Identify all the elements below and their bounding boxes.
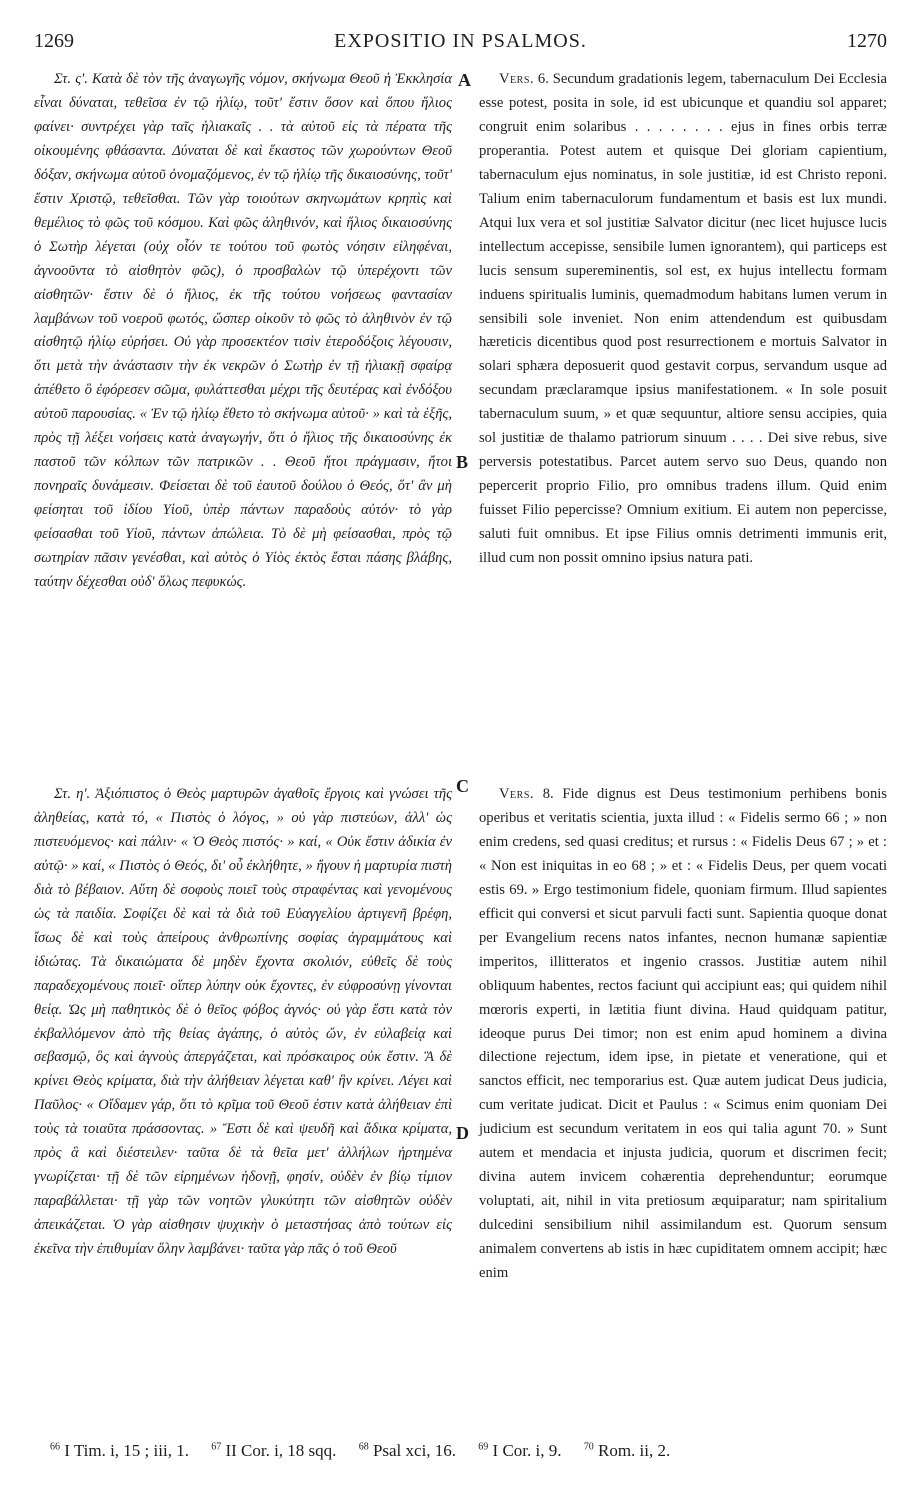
footnote-text: I Cor. i, 9. bbox=[492, 1441, 562, 1460]
greek-verse-6-section bbox=[34, 68, 452, 595]
latin-verse-6-paragraph bbox=[479, 68, 887, 571]
footnote bbox=[359, 1441, 456, 1460]
margin-marker-c: C bbox=[456, 776, 469, 796]
latin-verse-8-text: 8. Fide dignus est Deus testimonium perhibens bonis operibus et veritatis scientia, juxta illud : « Fidelis sermo 66 ; » non enim credens, sed quasi creditus; et rursus : « Fidelis Deus 67 ; » et : « Non est iniquitas in eo 68 ; » et : « Fidelis Deus, per quem vocati estis 69. » Ergo testimonium fidele, quoniam firmum. Illud sapientes efficit qui conversi et sicut parvuli facti sunt. Sapientia quoque donat per Evangelium recens natos infantes, necnon humanæ sapientiæ imperitos, illitteratos et ingenio crassos. Justitiæ autem nihil obliquum habentes, rectos faciunt qui accipiunt eas; qui quidem nihil mœroris experti, in lætitia fiunt divina. Haud quidquam patitur, ideoque purus Dei timor; non est enim apud hominem a divina dilectione rejectum, idem ipse, in pietate et veneratione, qui et sanctos efficit, nec temporarius est. Quæ autem judicat Deus judicia, cum veritate judicat. Dicit et Paulus : « Scimus enim quoniam Dei judicium est secundum veritatem in eos qui talia agunt 70. » Sunt autem et mendacia et injusta judicia, quorum et discrimen fecit; divina autem invicem cohærentia deprehenduntur; eorumque voluptati, ait, nihil in vita pretiosum æquiparatur; nam spiritalium dulcedini sensibilium nihil assimilandum est. Quorum sensum animalem convertens ab istis in hæc cupiditatem omnem accipit; hæc enim bbox=[479, 786, 887, 1282]
greek-verse-8-section bbox=[34, 783, 452, 1262]
footnote-number: 70 bbox=[583, 1441, 594, 1453]
footnote bbox=[50, 1441, 189, 1460]
greek-verse-8-text: Στ. η'. Ἀξιόπιστος ὁ Θεὸς μαρτυρῶν ἀγαθοῖς ἔργοις καὶ γνώσει τῆς ἀληθείας, κατὰ τό, « Πιστὸς ὁ λόγος, » οὐ γὰρ πιστεύων, ἀλλ' ὡς πιστευόμενος· καὶ πάλιν· « Ὁ Θεὸς πιστός· » καί, « Οὐκ ἔστιν ἀδικία ἐν αὐτῷ· » καί, « Πιστὸς ὁ Θεός, δι' οὗ ἐκλήθητε, » ἤγουν ἡ μαρτυρία πιστὴ διὰ τὸ βέβαιον. Αὕτη δὲ σοφοὺς ποιεῖ τοὺς στραφέντας καὶ γενομένους ὡς τὰ παιδία. Σοφίζει δὲ καὶ τὰ διὰ τοῦ Εὐαγγελίου ἀρτιγενῆ βρέφη, ἴσως δὲ καὶ τοὺς ἀπείρους ἀνθρωπίνης σοφίας ἀγραμμάτους καὶ ἰδιώτας. Τὰ δικαιώματα δὲ μηδὲν ἔχοντα σκολιόν, εὐθεῖς δὲ τοὺς παραδεχομένους ποιεῖ· οἵπερ λύπην οὐκ ἔχοντες, ἐν εὐφροσύνῃ γίνονται θείᾳ. Ὡς μὴ παθητικὸς δὲ ὁ θεῖος φόβος ἁγνός· οὐ γὰρ ἔστι κατὰ τὸν ἐκβαλλόμενον ἀπὸ τῆς θείας ἀγάπης, ὁ αὐτὸς ὤν, ἐν εὐλαβείᾳ καὶ σεβασμῷ, ὃς καὶ ἁγνοὺς ἀπεργάζεται, καὶ πρόσκαιρος οὐκ ἔστιν. Ἃ δὲ κρίνει Θεὸς κρίματα, διὰ τὴν ἀλήθειαν λέγεται καθ' ἣν κρίνει. Λέγει καὶ Παῦλος· « Οἴδαμεν γάρ, ὅτι τὸ κρῖμα τοῦ Θεοῦ ἐστιν κατὰ ἀλήθειαν ἐπὶ τοὺς τὰ τοιαῦτα πράσσοντας. » Ἔστι δὲ καὶ ψευδῆ καὶ ἄδικα κρίματα, πρὸς ἃ καὶ διέστειλεν· ταῦτα δὲ τὰ θεῖα μετ' ἀλλήλων ἠρτημένα γνωρίζεται· τῇ δὲ τῶν εἰρημένων ἡδονῇ, φησίν, οὐδὲν ἐν βίῳ τίμιον παραβάλλεται· τῇ γὰρ τῶν νοητῶν γλυκύτητι τῶν αἰσθητῶν οὐδὲν ἀπεικάζεται. Ὁ γὰρ αἰσθησιν ψυχικὴν ὁ μεταστήσας ἀπὸ τούτων εἰς ἐκεῖνα τὴν ἐπιθυμίαν ὅλην λαμβάνει· ταῦτα γὰρ πᾶς ὁ τοῦ Θεοῦ bbox=[34, 786, 452, 1258]
footnote-number: 69 bbox=[478, 1441, 489, 1453]
footnote bbox=[478, 1441, 561, 1460]
footnote bbox=[211, 1441, 336, 1460]
page-number-left: 1269 bbox=[34, 30, 74, 52]
footnote-text: I Tim. i, 15 ; iii, 1. bbox=[64, 1441, 189, 1460]
greek-column bbox=[34, 68, 452, 1428]
footnotes bbox=[50, 1441, 883, 1461]
margin-marker-b: B bbox=[456, 452, 469, 472]
latin-verse-8-section bbox=[479, 783, 887, 1286]
latin-verse-6-label: Vers. bbox=[499, 71, 535, 87]
latin-verse-6-text: 6. Secundum gradationis legem, tabernaculum Dei Ecclesia esse potest, posita in sole, id est ubicunque et quandiu sol apparet; congruit enim solaribus . . . . . . . . ejus in fines orbis terræ properantia. Potest autem et quisque Dei gloriam capientium, tabernaculum ejus nominatus, in sole justitiæ, id est Christo reponi. Talium enim tabernaculorum fundamentum et basis est lux mundi. Atqui lux vera et sol justitiæ Salvator dicitur (nec licet hujusce lucis intellectum accepisse, sensibile lumen ignorantem), qui particeps est lucis sensum supereminentis, sol est, ex hujus intellectu formam induens spiritualis luminis, quemadmodum habitans lumen verum in sensibili sole inveniet. Non enim attendendum est quibusdam hæreticis dicentibus quod post resurrectionem e mortuis Salvator in solari sphæra deposuerit quod gestavit corpus, servandum usque ad secundam præclaramque ipsius manifestationem. « In sole posuit tabernaculum suum, » et quæ sequuntur, altiore sensu accipies, quia sol justitiæ de thalamo patriorum sinuum . . . . Dei sive rebus, sive perversis potestatibus. Parcet autem servo suo Deus, quando non pepercerit proprio Filio, pro omnibus tradens illum. Quid enim fuisset Filio pepercisse? Omnium exitium. Ei autem non pepercisse, saluti fuit omnibus. Et ipse Filius omnis detrimenti immunis erit, illud cum non possit omnino ipsius natura pati. bbox=[479, 71, 888, 567]
footnote-number: 67 bbox=[211, 1441, 222, 1453]
footnote bbox=[584, 1441, 671, 1460]
footnote-number: 66 bbox=[50, 1441, 60, 1453]
latin-verse-8-label: Vers. bbox=[499, 786, 535, 802]
page-number-right: 1270 bbox=[847, 30, 887, 52]
running-title: EXPOSITIO IN PSALMOS. bbox=[334, 30, 587, 52]
footnote-text: Rom. ii, 2. bbox=[598, 1441, 671, 1460]
latin-verse-8-paragraph bbox=[479, 783, 887, 1286]
footnote-number: 68 bbox=[358, 1441, 369, 1453]
page-header bbox=[34, 30, 887, 56]
latin-column bbox=[479, 68, 887, 1428]
latin-verse-6-section bbox=[479, 68, 887, 571]
greek-verse-6-text: Στ. ς'. Κατὰ δὲ τὸν τῆς ἀναγωγῆς νόμον, σκήνωμα Θεοῦ ἡ Ἐκκλησία εἶναι δύναται, τεθεῖσα ἐν τῷ ἡλίῳ, τοῦτ' ἔστιν ὅσον καὶ ὅπου ἥλιος φαίνει· συντρέχει γὰρ ταῖς ἡλιακαῖς . . τὰ αὐτοῦ εἰς τὰ πέρατα τῆς οἰκουμένης φθάσαντα. Δύναται δὲ καὶ ἕκαστος τῶν χωρούντων Θεοῦ δόξαν, σκήνωμα αὐτοῦ ὀνομαζόμενος, ἐν τῷ ἡλίῳ τῆς δικαιοσύνης, τοῦτ' ἔστιν Χριστῷ, τεθεῖσθαι. Τῶν γὰρ τοιούτων σκηνωμάτων κρηπὶς καὶ θεμέλιος τὸ φῶς τοῦ κόσμου. Καὶ φῶς ἀληθινόν, καὶ ἥλιος δικαιοσύνης ὁ Σωτὴρ λέγεται (οὐχ οἷόν τε τούτου τοῦ φωτὸς νόησιν εἰληφέναι, ἀγνοοῦντα τὸ αἰσθητὸν φῶς), ὁ προσβαλὼν τῷ ὑπερέχοντι τῶν αἰσθητῶν· ἔστιν δὲ ὁ ἥλιος, ἐκ τῆς τούτου νοήσεως φαντασίαν λαμβάνων τοῦ νοεροῦ φωτός, ὥσπερ οἰκοῦν τὸ φῶς τὸ ἀληθινὸν ἐν τῷ αἰσθητῷ ἡλίῳ εὑρήσει. Οὐ γὰρ προσεκτέον τισὶν ἑτεροδόξοις λέγουσιν, ὅτι μετὰ τὴν ἀνάστασιν τὴν ἐκ νεκρῶν ὁ Σωτὴρ ἐν τῇ ἡλιακῇ σφαίρᾳ ἀπέθετο ὃ ἐφόρεσεν σῶμα, φυλάττεσθαι μέχρι τῆς δευτέρας καὶ ἐνδόξου αὐτοῦ παρουσίας. « Ἐν τῷ ἡλίῳ ἔθετο τὸ σκήνωμα αὐτοῦ· » καὶ τὰ ἑξῆς, πρὸς τῇ λέξει νοήσεις κατὰ ἀναγωγήν, ὅτι ὁ ἥλιος τῆς δικαιοσύνης ἐκ παστοῦ τῶν κόλπων τῶν πατρικῶν . . Θεοῦ ἤτοι πράγμασιν, ἤτοι πονηραῖς δυνάμεσιν. Φείσεται δὲ τοῦ ἑαυτοῦ δούλου ὁ Θεός, ὅτ' ἂν μὴ φείσηται τοῦ ἰδίου Υἱοῦ, ὑπὲρ πάντων παραδοὺς αὐτόν· τὸ γὰρ φείσασθαι τοῦ Υἱοῦ, πάντων ἀπώλεια. Τὸ δὲ μὴ φείσασθαι, πρὸς τῷ σωτηρίαν πᾶσιν γενέσθαι, καὶ αὐτὸς ὁ Υἱὸς ἐκτὸς ἔσται πάσης βλάβης, ταύτην δέχεσθαι οὐδ' ὅλως πεφυκώς. bbox=[34, 71, 452, 591]
footnote-text: Psal xci, 16. bbox=[372, 1441, 457, 1460]
footnote-text: II Cor. i, 18 sqq. bbox=[225, 1441, 337, 1460]
margin-marker-a: A bbox=[458, 70, 471, 90]
margin-marker-d: D bbox=[456, 1123, 469, 1143]
